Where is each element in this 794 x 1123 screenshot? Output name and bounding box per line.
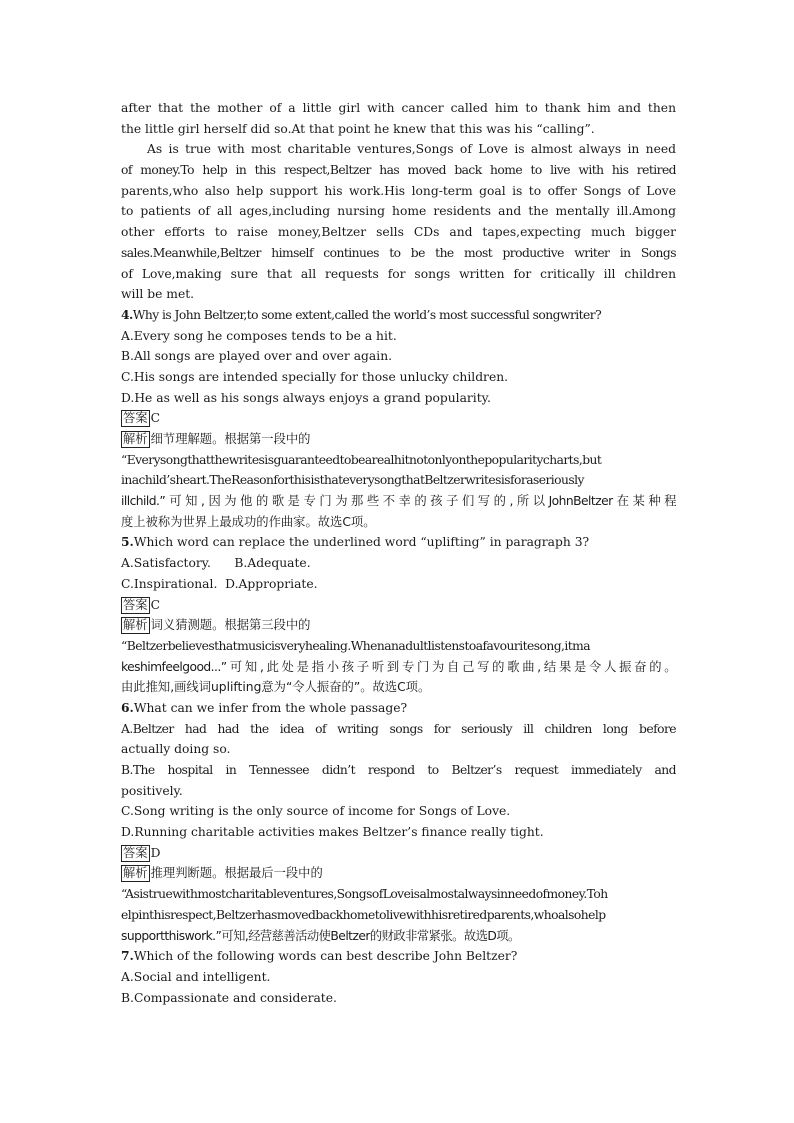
- document-page: [121, 98, 676, 1008]
- question-5: [121, 532, 676, 698]
- options-row: C.Inspirational. D.Appropriate.: [121, 576, 318, 591]
- passage-line: after that the mother of a little girl with cancer called him to thank him and then: [121, 101, 676, 115]
- answer-value: D: [150, 845, 161, 860]
- analysis-tag: 解析: [123, 618, 148, 633]
- question-text: Which of the following words can best describe John Beltzer?: [133, 949, 518, 964]
- question-stem: [121, 532, 676, 553]
- question-stem: [121, 305, 676, 326]
- analysis-row: [121, 429, 676, 450]
- option-a: A.Beltzer had had the idea of writing songs for seriously ill children long before: [121, 721, 676, 736]
- analysis-line: 由此推知,画线词uplifting意为“令人振奋的”。故选C项。: [121, 680, 431, 695]
- analysis-line: “Asistruewithmostcharitableventures,SongsofLoveisalmostalwaysinneedofmoney.Toh: [121, 887, 608, 902]
- option-b-cont: positively.: [121, 783, 183, 798]
- analysis-row: [121, 863, 676, 884]
- question-number: 5.: [121, 534, 134, 550]
- answer-value: C: [150, 411, 161, 426]
- question-stem: [121, 946, 676, 967]
- passage-line: As is true with most charitable ventures,Songs of Love is almost always in need: [147, 142, 676, 157]
- option-c: C.Song writing is the only source of income for Songs of Love.: [121, 804, 511, 819]
- passage-line: parents,who also help support his work.His long-term goal is to offer Songs of Love: [121, 183, 676, 198]
- option-c: C.His songs are intended specially for those unlucky children.: [121, 369, 509, 384]
- analysis-line: elpinthisrespect,Beltzerhasmovedbackhometolivewithhisretiredparents,whoalsohelp: [121, 907, 606, 922]
- question-6: [121, 698, 676, 946]
- passage-line: will be met.: [121, 287, 195, 302]
- option-a: A.Social and intelligent.: [121, 969, 271, 984]
- passage: [121, 98, 676, 305]
- option-a-cont: actually doing so.: [121, 742, 231, 757]
- question-text: What can we infer from the whole passage?: [133, 700, 408, 715]
- answer-tag: 答案: [123, 597, 148, 612]
- passage-line: of Love,making sure that all requests for songs written for critically ill children: [121, 266, 676, 281]
- analysis-line: 度上被称为世界上最成功的作曲家。故选C项。: [121, 514, 376, 529]
- analysis-line: keshimfeelgood...”可知,此处是指小孩子听到专门为自己写的歌曲,结果是令人振奋的。: [121, 659, 676, 674]
- passage-line: to patients of all ages,including nursing home residents and the mentally ill.Among: [121, 204, 676, 219]
- question-number: 4.: [121, 306, 133, 322]
- passage-line: of money.To help in this respect,Beltzer has moved back home to live with his retired: [121, 163, 676, 178]
- answer-row: [121, 843, 676, 864]
- analysis-line: “Beltzerbelievesthatmusicisveryhealing.Whenanadultlistenstoafavouritesong,itma: [121, 638, 591, 653]
- options-row: A.Satisfactory. B.Adequate.: [121, 556, 311, 571]
- analysis-tag: 解析: [123, 866, 148, 881]
- option-d: D.Running charitable activities makes Beltzer’s finance really tight.: [121, 825, 544, 840]
- analysis-tag: 解析: [123, 432, 148, 446]
- analysis-intro: 推理判断题。根据最后一段中的: [150, 866, 323, 881]
- option-b: B.All songs are played over and over again.: [121, 349, 393, 364]
- analysis-line: “Everysongthatthewritesisguaranteedtobearealhitnotonlyonthepopularitycharts,but: [121, 452, 602, 467]
- option-a: A.Every song he composes tends to be a hit.: [121, 328, 397, 343]
- analysis-intro: 词义猜测题。根据第三段中的: [150, 618, 311, 633]
- analysis-row: [121, 615, 676, 636]
- question-4: [121, 305, 676, 533]
- passage-line: sales.Meanwhile,Beltzer himself continues to be the most productive writer in Songs: [121, 245, 676, 260]
- question-number: 7.: [121, 948, 134, 964]
- answer-tag: 答案: [123, 411, 148, 426]
- analysis-line: supportthiswork.”可知,经营慈善活动使Beltzer的财政非常紧张。故选D项。: [121, 928, 520, 943]
- analysis-line: illchild.”可知,因为他的歌是专门为那些不幸的孩子们写的,所以JohnBeltzer在某种程: [121, 494, 676, 509]
- question-number: 6.: [121, 699, 134, 715]
- passage-line: other efforts to raise money,Beltzer sells CDs and tapes,expecting much bigger: [121, 225, 676, 240]
- answer-row: [121, 408, 676, 429]
- question-text: Why is John Beltzer,to some extent,called the world’s most successful songwriter?: [132, 307, 602, 322]
- analysis-intro: 细节理解题。根据第一段中的: [150, 432, 311, 446]
- question-text: Which word can replace the underlined word “uplifting” in paragraph 3?: [133, 535, 590, 550]
- option-b: B.Compassionate and considerate.: [121, 990, 337, 1005]
- answer-tag: 答案: [123, 845, 148, 860]
- question-7: [121, 946, 676, 1008]
- analysis-line: inachild’sheart.TheReasonforthisisthateverysongthatBeltzerwritesisforaseriously: [121, 473, 584, 488]
- passage-line: the little girl herself did so.At that point he knew that this was his “calling”.: [121, 121, 595, 136]
- option-d: D.He as well as his songs always enjoys a grand popularity.: [121, 390, 491, 405]
- answer-row: [121, 595, 676, 616]
- answer-value: C: [150, 597, 161, 612]
- question-stem: [121, 698, 676, 719]
- option-b: B.The hospital in Tennessee didn’t respond to Beltzer’s request immediately and: [121, 763, 676, 777]
